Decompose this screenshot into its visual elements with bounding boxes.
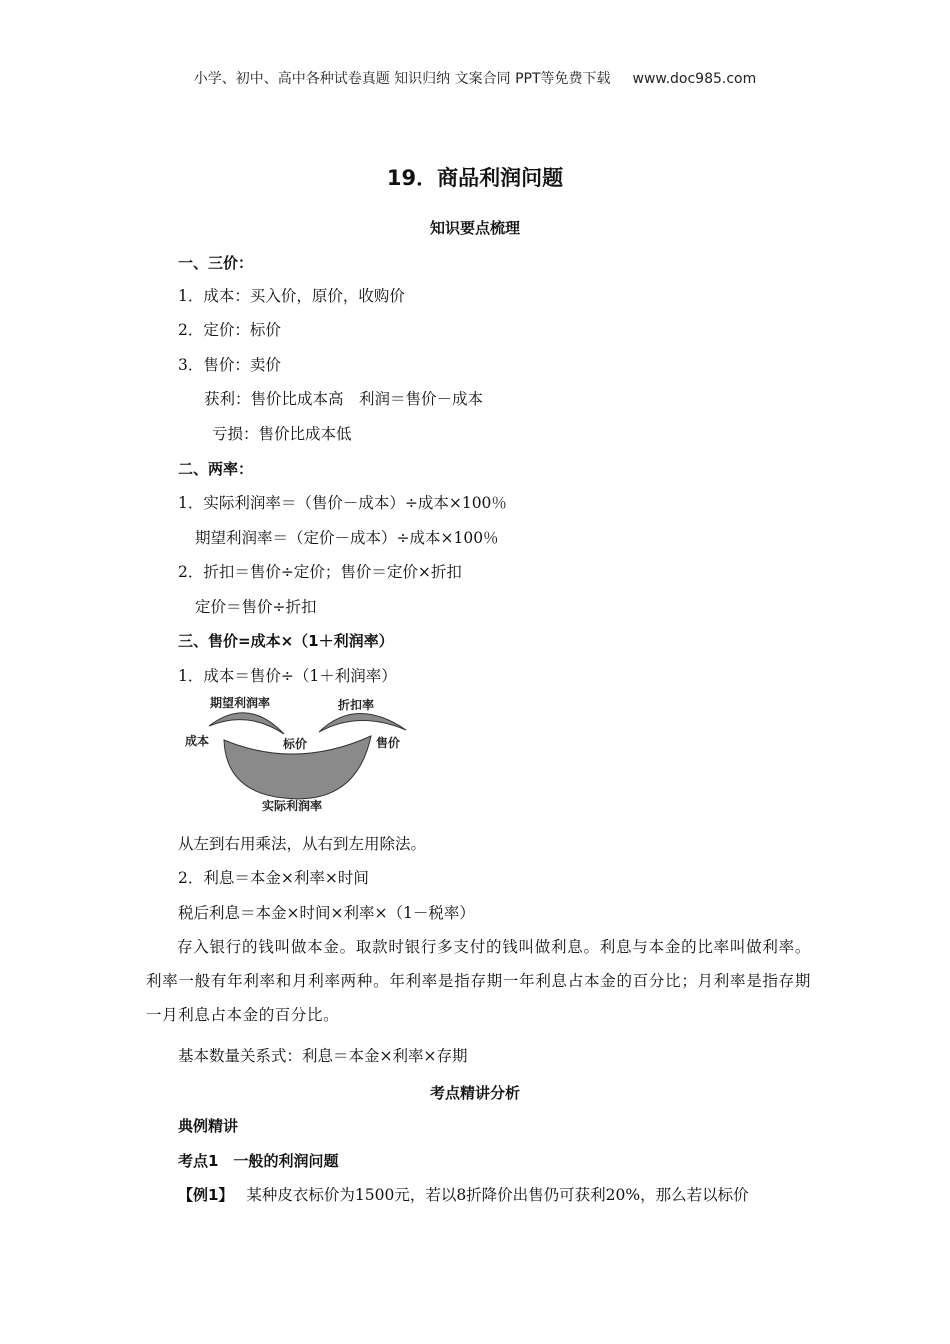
header-site-link[interactable]: www.doc985.com [632,71,757,87]
section-heading-knowledge: 知识要点梳理 [429,219,520,237]
page-title: 19．商品利润问题 [386,166,564,190]
discount-rate-arc [319,713,406,732]
diagram-label-sale: 售价 [376,736,401,750]
two-rates-item-2: 2．折扣＝售价÷定价；售价＝定价×折扣 [178,563,462,581]
diagram-label-discount: 折扣率 [338,698,375,712]
two-rates-item-1b: 期望利润率＝（定价－成本）÷成本×100％ [195,529,499,547]
profit-line: 获利：售价比成本高 利润＝售价－成本 [204,390,484,408]
section-heading-analysis: 考点精讲分析 [429,1084,520,1102]
heading-three-prices: 一、三价： [178,254,254,272]
diagram-label-list: 标价 [283,737,308,751]
page-header [0,68,950,88]
diagram-label-expected: 期望利润率 [210,696,271,710]
example-1-text: 某种皮衣标价为1500元，若以8折降价出售仍可获利20%，那么若以标价 [246,1186,749,1204]
header-text: 小学、初中、高中各种试卷真题 知识归纳 文案合同 PPT等免费下载 [193,71,611,87]
direction-note: 从左到右用乘法，从右到左用除法。 [178,835,427,853]
diagram-label-actual: 实际利润率 [262,799,323,813]
basic-relation: 基本数量关系式：利息＝本金×利率×存期 [178,1047,468,1065]
three-prices-item-2: 2．定价：标价 [178,321,281,339]
after-tax-interest: 税后利息＝本金×时间×利率×（1－税率） [178,904,475,922]
interest-paragraph: 存入银行的钱叫做本金。取款时银行多支付的钱叫做利息。利息与本金的比率叫做利率。利率一般有年利率和月利率两种。年利率是指存期一年利息占本金的百分比；月利率是指存期一月利息占本金的百分比。 [146,938,811,1024]
two-rates-item-1: 1．实际利润率＝（售价－成本）÷成本×100％ [178,494,507,512]
diagram-label-cost: 成本 [185,734,210,748]
interest-formula: 2．利息＝本金×利率×时间 [178,869,369,887]
price-rate-diagram [176,688,416,816]
example-1 [178,1185,749,1205]
three-prices-item-1: 1．成本：买入价，原价，收购价 [178,287,405,305]
typical-examples-heading: 典例精讲 [178,1117,239,1135]
three-prices-item-3: 3．售价：卖价 [178,356,281,374]
two-rates-item-2b: 定价＝售价÷折扣 [195,598,317,616]
heading-two-rates: 二、两率： [178,460,254,478]
expected-rate-arc [209,713,284,734]
selling-price-item-1: 1．成本＝售价÷（1＋利润率） [178,667,397,685]
point-1-heading: 考点1 一般的利润问题 [178,1152,339,1170]
heading-selling-price: 三、售价=成本×（1＋利润率） [178,632,394,650]
loss-line: 亏损：售价比成本低 [212,425,352,443]
example-1-tag: 【例1】 [178,1186,234,1204]
